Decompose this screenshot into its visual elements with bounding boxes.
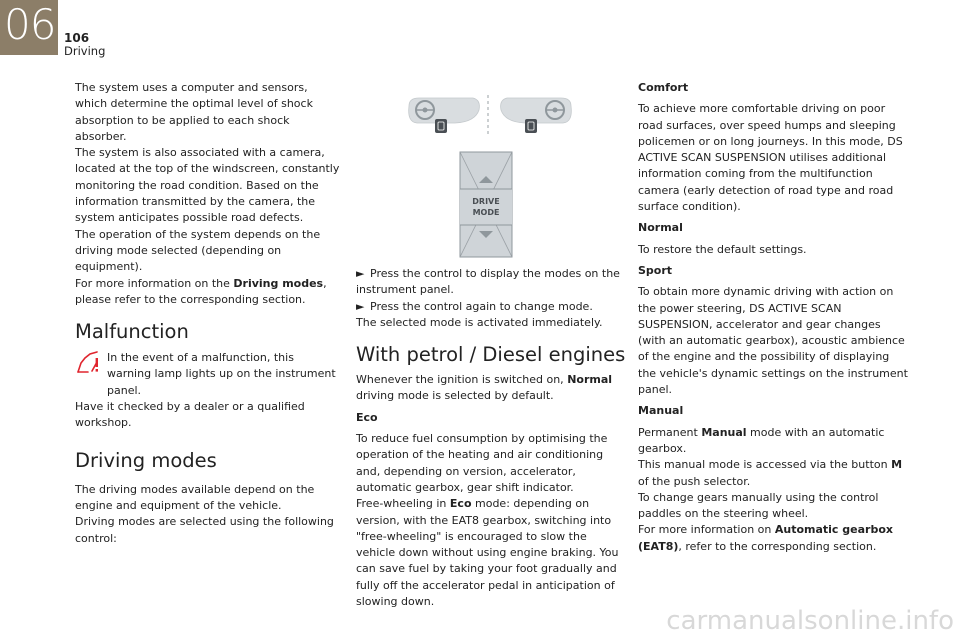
left-console-illustration — [409, 98, 480, 133]
sport-text: To obtain more dynamic driving with action on the power steering, DS ACTIVE SCAN SUSPENSION, accelerator and gear changes (with an automatic gearbox), acoustic ambience of the engine and the possibility of displaying the vehicle's dynamic settings on the instrument panel. — [638, 285, 908, 397]
manual-ref-post: , refer to the corresponding section. — [678, 539, 877, 553]
chapter-number: 06 — [4, 0, 56, 49]
intro-ref-pre: For more information on the — [75, 276, 234, 290]
malfunction-heading: Malfunction — [75, 320, 189, 344]
freewheel-bold: Eco — [449, 497, 472, 511]
intro-ref-post: , please refer to the corresponding section. — [75, 276, 327, 306]
intro-ref-bold: Driving modes — [233, 276, 324, 290]
manual-ref-pre: For more information on — [638, 523, 775, 537]
bullet-2 — [356, 299, 626, 315]
malfunction-text-2: Have it checked by a dealer or a qualified workshop. — [75, 400, 305, 430]
drive-mode-button — [460, 152, 512, 257]
intro-reference — [75, 276, 340, 309]
manual-paddles-text: To change gears manually using the control paddles on the steering wheel. — [638, 490, 879, 521]
normal-text: To restore the default settings. — [638, 242, 807, 256]
intro-paragraph-1: The system uses a computer and sensors, which determine the optimal level of shock absorption to be applied to each shock absorber. — [75, 81, 313, 143]
bullet-1 — [356, 266, 626, 299]
watermark[interactable]: carmanualsonline.info — [666, 606, 954, 636]
comfort-text: To achieve more comfortable driving on poor road surfaces, over speed humps and sleeping policemen or on long journeys. In this mode, DS ACTIVE SCAN SUSPENSION utilises additional information coming from the multifunction camera (early detection of road type and road surface condition). — [638, 102, 903, 214]
malfunction-warning — [75, 350, 340, 399]
right-console-illustration — [501, 98, 572, 133]
manual-button-post: of the push selector. — [638, 474, 751, 488]
freewheel-text — [356, 496, 626, 610]
bullet-2-text: Press the control again to change mode. — [370, 299, 593, 313]
malfunction-text: In the event of a malfunction, this warning lamp lights up on the instrument panel. — [107, 351, 336, 397]
ignition-post: driving mode is selected by default. — [356, 389, 554, 403]
freewheel-post: mode: depending on version, with the EAT8 gearbox, switching into "free-wheeling" is encouraged to slow the vehicle down without using engine braking. You can save fuel by taking your foot gradually and fully off the accelerator pedal in anticipation of slowing down. — [356, 497, 619, 609]
ignition-bold: Normal — [567, 373, 613, 387]
freewheel-pre: Free-wheeling in — [356, 497, 450, 511]
manual-text — [638, 425, 908, 458]
intro-paragraph-3: The operation of the system depends on the driving mode selected (depending on equipment). — [75, 227, 321, 274]
bullet-marker-icon: ► — [356, 299, 365, 313]
comfort-heading: Comfort — [638, 81, 689, 94]
button-label-line2: MODE — [472, 208, 500, 217]
eco-text: To reduce fuel consumption by optimising the operation of the heating and air conditioning and, depending on version, accelerator, automatic gearbox, gear shift indicator. — [356, 432, 608, 494]
column-middle — [356, 266, 626, 610]
column-left — [75, 80, 340, 547]
engines-heading: With petrol / Diesel engines — [356, 343, 626, 367]
driving-modes-text-1: The driving modes available depend on the engine and equipment of the vehicle. — [75, 482, 315, 512]
section-name: Driving — [64, 44, 106, 58]
sport-heading: Sport — [638, 263, 673, 277]
manual-pre: Permanent — [638, 425, 702, 439]
activated-text: The selected mode is activated immediately. — [356, 315, 603, 329]
manual-reference — [638, 522, 908, 555]
intro-paragraph-2: The system is also associated with a camera, located at the top of the windscreen, constantly monitoring the road condition. Based on the information transmitted by the camera, the system anticipates possible road defects. — [75, 146, 340, 225]
manual-heading: Manual — [638, 404, 684, 418]
chapter-tab — [0, 0, 58, 55]
ignition-text — [356, 372, 626, 405]
button-label-line1: DRIVE — [472, 197, 500, 206]
column-right — [638, 80, 908, 555]
manual-post: mode with an automatic gearbox. — [638, 425, 885, 455]
bullet-1-text: Press the control to display the modes on the instrument panel. — [356, 267, 620, 297]
normal-heading: Normal — [638, 221, 683, 235]
manual-button-pre: This manual mode is accessed via the button — [638, 458, 892, 472]
manual-button-text — [638, 457, 908, 490]
drive-mode-control-figure — [395, 92, 585, 262]
manual-bold: Manual — [701, 425, 747, 439]
eco-heading: Eco — [356, 410, 378, 424]
driving-modes-text-2: Driving modes are selected using the following control: — [75, 515, 334, 545]
manual-button-bold: M — [891, 458, 903, 472]
driving-modes-heading: Driving modes — [75, 448, 217, 472]
bullet-marker-icon: ► — [356, 267, 365, 280]
manual-ref-bold: Automatic gearbox (EAT8) — [638, 523, 893, 553]
ignition-pre: Whenever the ignition is switched on, — [356, 373, 568, 387]
suspension-warning-icon — [75, 350, 101, 374]
page-number: 106 — [64, 31, 90, 45]
